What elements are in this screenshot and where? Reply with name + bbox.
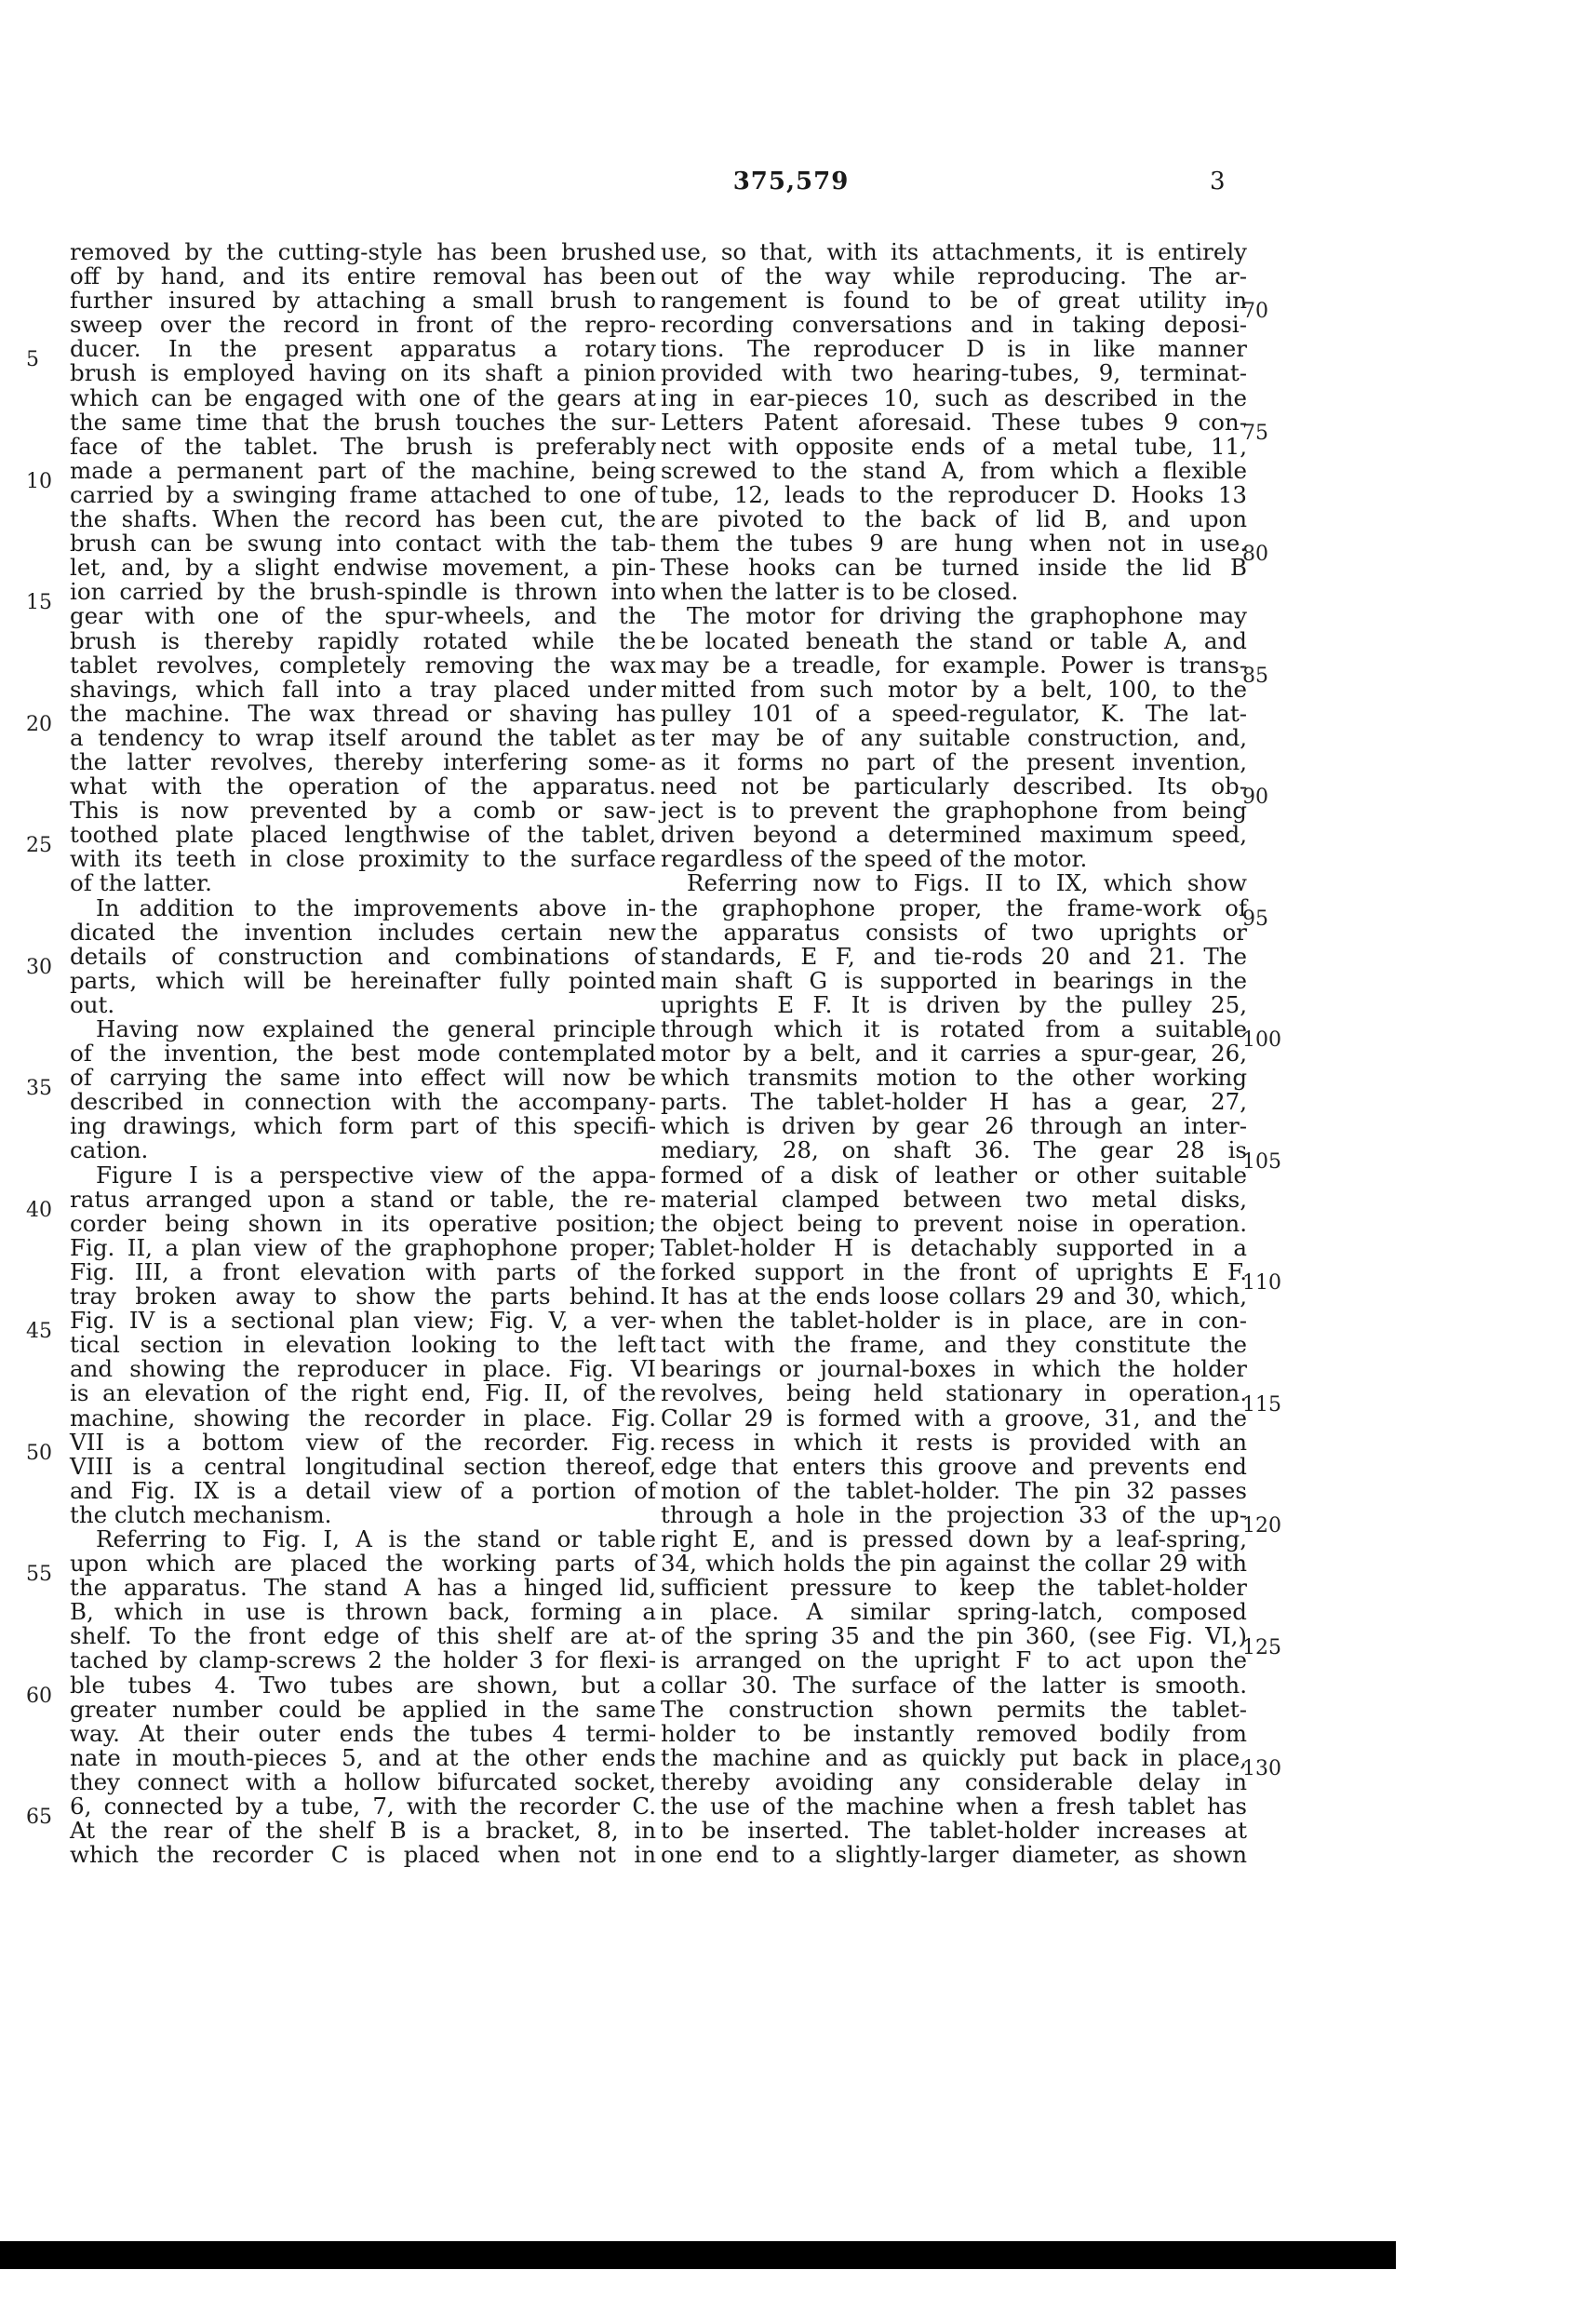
text-line: upon which are placed the working parts of: [70, 1550, 656, 1578]
line-number: 65: [26, 1806, 52, 1830]
text-line: which transmits motion to the other working: [661, 1064, 1247, 1092]
text-line: tube, 12, leads to the reproducer D. Hooks 13: [661, 480, 1247, 508]
text-line: material clamped between two metal disks,: [661, 1185, 1247, 1213]
text-line: of the latter.: [70, 869, 212, 897]
text-line: formed of a disk of leather or other suitable: [661, 1161, 1247, 1189]
line-number: 75: [1242, 421, 1268, 445]
right-column: [661, 240, 1247, 1867]
text-line: provided with two hearing-tubes, 9, terminat-: [661, 359, 1247, 387]
text-line: to be inserted. The tablet-holder increases at: [661, 1817, 1247, 1845]
line-number: 40: [26, 1198, 52, 1222]
text-line: with its teeth in close proximity to the surface: [70, 845, 656, 873]
text-line: nate in mouth-pieces 5, and at the other ends: [70, 1743, 656, 1771]
text-line: ter may be of any suitable construction, and,: [661, 723, 1247, 751]
text-line: recording conversations and in taking deposi-: [661, 311, 1247, 339]
text-line: edge that enters this groove and prevents end: [661, 1452, 1247, 1480]
text-line: bearings or journal-boxes in which the holder: [661, 1355, 1247, 1383]
text-line: be located beneath the stand or table A, and: [661, 626, 1247, 654]
text-line: shelf. To the front edge of this shelf are at-: [70, 1622, 656, 1650]
text-line: cation.: [70, 1136, 149, 1164]
line-number: 90: [1242, 786, 1268, 810]
text-line: regardless of the speed of the motor.: [661, 845, 1088, 873]
text-line: Referring to Fig. I, A is the stand or table: [96, 1525, 656, 1552]
text-line: which can be engaged with one of the gears at: [70, 383, 656, 411]
text-line: B, which in use is thrown back, forming a: [70, 1598, 656, 1626]
text-line: motion of the tablet-holder. The pin 32 passes: [661, 1476, 1247, 1504]
text-line: the apparatus consists of two uprights or: [661, 918, 1247, 946]
text-line: recess in which it rests is provided with an: [661, 1428, 1247, 1456]
text-line: Letters Patent aforesaid. These tubes 9 con-: [661, 408, 1247, 436]
text-line: the apparatus. The stand A has a hinged lid,: [70, 1574, 656, 1602]
line-number: 30: [26, 955, 52, 979]
text-line: sufficient pressure to keep the tablet-holder: [661, 1574, 1247, 1602]
text-line: nect with opposite ends of a metal tube, 11,: [661, 432, 1247, 460]
text-line: face of the tablet. The brush is preferably: [70, 432, 656, 460]
text-line: These hooks can be turned inside the lid B: [661, 554, 1247, 582]
text-line: thereby avoiding any considerable delay in: [661, 1767, 1247, 1795]
text-line: greater number could be applied in the same: [70, 1695, 656, 1723]
text-line: revolves, being held stationary in operation.: [661, 1379, 1247, 1407]
line-number: 125: [1242, 1635, 1281, 1659]
text-line: and showing the reproducer in place. Fig. VI: [70, 1355, 656, 1383]
text-line: pulley 101 of a speed-regulator, K. The lat-: [661, 699, 1247, 727]
text-line: collar 30. The surface of the latter is smooth.: [661, 1671, 1247, 1699]
text-line: Referring now to Figs. II to IX, which show: [687, 869, 1247, 897]
text-line: the same time that the brush touches the sur-: [70, 408, 656, 436]
text-line: the machine and as quickly put back in place,: [661, 1743, 1247, 1771]
text-line: of carrying the same into effect will now be: [70, 1064, 656, 1092]
text-line: the graphophone proper, the frame-work of: [661, 893, 1247, 921]
text-line: Collar 29 is formed with a groove, 31, and the: [661, 1404, 1247, 1431]
patent-number: 375,579: [732, 168, 850, 195]
text-line: tact with the frame, and they constitute the: [661, 1331, 1247, 1359]
line-number: 110: [1242, 1271, 1281, 1296]
text-line: ject is to prevent the graphophone from being: [661, 797, 1247, 825]
text-line: tablet revolves, completely removing the wax: [70, 651, 656, 678]
text-line: ducer. In the present apparatus a rotary: [70, 335, 656, 363]
text-line: brush can be swung into contact with the tab-: [70, 530, 656, 557]
text-line: 6, connected by a tube, 7, with the recorder C.: [70, 1793, 656, 1820]
line-number: 25: [26, 834, 52, 858]
text-line: them the tubes 9 are hung when not in use.: [661, 530, 1247, 557]
text-line: tached by clamp-screws 2 the holder 3 for flexi-: [70, 1646, 656, 1674]
text-line: Fig. III, a front elevation with parts of the: [70, 1257, 656, 1285]
text-line: The motor for driving the graphophone may: [687, 602, 1247, 630]
text-line: gear with one of the spur-wheels, and the: [70, 602, 656, 630]
text-line: out.: [70, 990, 115, 1018]
text-line: The construction shown permits the tablet-: [661, 1695, 1247, 1723]
line-number: 130: [1242, 1757, 1281, 1781]
line-number: 10: [26, 469, 52, 493]
text-line: At the rear of the shelf B is a bracket, 8, in: [70, 1817, 656, 1845]
text-line: details of construction and combinations of: [70, 942, 656, 970]
text-line: of the spring 35 and the pin 360, (see Fig. VI,): [661, 1622, 1247, 1650]
text-line: through a hole in the projection 33 of the up-: [661, 1500, 1247, 1528]
text-line: screwed to the stand A, from which a flexible: [661, 456, 1247, 484]
text-line: brush is employed having on its shaft a pinion: [70, 359, 656, 387]
text-line: are pivoted to the back of lid B, and upon: [661, 505, 1247, 533]
line-number: 115: [1242, 1392, 1281, 1417]
text-line: made a permanent part of the machine, being: [70, 456, 656, 484]
text-line: the clutch mechanism.: [70, 1500, 332, 1528]
line-number: 100: [1242, 1028, 1281, 1053]
text-line: uprights E F. It is driven by the pulley 25,: [661, 990, 1247, 1018]
text-line: they connect with a hollow bifurcated socket,: [70, 1767, 656, 1795]
line-number: 105: [1242, 1149, 1281, 1174]
text-line: described in connection with the accompany-: [70, 1088, 656, 1116]
text-line: Fig. IV is a sectional plan view; Fig. V, a ver-: [70, 1307, 656, 1335]
line-number: 5: [26, 348, 39, 372]
text-line: a tendency to wrap itself around the tablet as: [70, 723, 656, 751]
line-number: 45: [26, 1320, 52, 1344]
text-line: right E, and is pressed down by a leaf-spring,: [661, 1525, 1247, 1552]
text-line: motor by a belt, and it carries a spur-gear, 26,: [661, 1040, 1247, 1068]
line-number: 55: [26, 1563, 52, 1587]
text-line: VIII is a central longitudinal section thereof,: [70, 1452, 656, 1480]
text-line: of the invention, the best mode contemplated: [70, 1040, 656, 1068]
page-header: [0, 168, 1582, 205]
text-line: driven beyond a determined maximum speed,: [661, 821, 1247, 849]
text-line: which the recorder C is placed when not in: [70, 1841, 656, 1869]
text-line: in place. A similar spring-latch, composed: [661, 1598, 1247, 1626]
text-line: main shaft G is supported in bearings in the: [661, 966, 1247, 994]
text-line: This is now prevented by a comb or saw-: [70, 797, 656, 825]
text-line: tions. The reproducer D is in like manner: [661, 335, 1247, 363]
text-line: when the tablet-holder is in place, are in con-: [661, 1307, 1247, 1335]
text-line: through which it is rotated from a suitable: [661, 1015, 1247, 1042]
text-line: is an elevation of the right end, Fig. II, of the: [70, 1379, 656, 1407]
text-line: ratus arranged upon a stand or table, the re-: [70, 1185, 656, 1213]
text-line: brush is thereby rapidly rotated while the: [70, 626, 656, 654]
text-line: parts, which will be hereinafter fully pointed: [70, 966, 656, 994]
page-number: 3: [1210, 168, 1226, 195]
text-line: machine, showing the recorder in place. Fig.: [70, 1404, 656, 1431]
text-line: corder being shown in its operative position;: [70, 1209, 656, 1237]
text-line: sweep over the record in front of the repro-: [70, 311, 656, 339]
line-number: 120: [1242, 1514, 1281, 1538]
line-number: 35: [26, 1077, 52, 1101]
text-line: parts. The tablet-holder H has a gear, 27,: [661, 1088, 1247, 1116]
line-number: 15: [26, 591, 52, 615]
text-line: standards, E F, and tie-rods 20 and 21. The: [661, 942, 1247, 970]
text-line: off by hand, and its entire removal has been: [70, 262, 656, 290]
text-line: Fig. II, a plan view of the graphophone proper;: [70, 1233, 656, 1261]
text-line: what with the operation of the apparatus.: [70, 772, 656, 800]
text-line: toothed plate placed lengthwise of the tablet,: [70, 821, 656, 849]
text-line: Tablet-holder H is detachably supported in a: [661, 1233, 1247, 1261]
text-line: tical section in elevation looking to the left: [70, 1331, 656, 1359]
text-line: mediary, 28, on shaft 36. The gear 28 is: [661, 1136, 1247, 1164]
text-line: use, so that, with its attachments, it is entirely: [661, 238, 1247, 265]
text-line: when the latter is to be closed.: [661, 578, 1019, 606]
text-line: mitted from such motor by a belt, 100, to the: [661, 675, 1247, 703]
text-line: 34, which holds the pin against the collar 29 with: [661, 1550, 1247, 1578]
text-line: holder to be instantly removed bodily from: [661, 1719, 1247, 1747]
text-line: carried by a swinging frame attached to one of: [70, 480, 656, 508]
text-line: ion carried by the brush-spindle is thrown into: [70, 578, 656, 606]
line-number: 95: [1242, 907, 1268, 931]
text-line: the machine. The wax thread or shaving has: [70, 699, 656, 727]
text-line: VII is a bottom view of the recorder. Fig.: [70, 1428, 656, 1456]
text-line: the object being to prevent noise in operation.: [661, 1209, 1247, 1237]
text-line: shavings, which fall into a tray placed under: [70, 675, 656, 703]
text-line: need not be particularly described. Its ob-: [661, 772, 1247, 800]
text-line: Figure I is a perspective view of the appa-: [96, 1161, 656, 1189]
text-line: one end to a slightly-larger diameter, as shown: [661, 1841, 1247, 1869]
line-number: 80: [1242, 543, 1268, 567]
text-line: the latter revolves, thereby interfering some-: [70, 747, 656, 775]
text-line: dicated the invention includes certain new: [70, 918, 656, 946]
line-number: 60: [26, 1684, 52, 1708]
text-line: rangement is found to be of great utility in: [661, 287, 1247, 315]
text-line: is arranged on the upright F to act upon the: [661, 1646, 1247, 1674]
text-line: may be a treadle, for example. Power is trans-: [661, 651, 1247, 678]
text-line: which is driven by gear 26 through an inter-: [661, 1112, 1247, 1140]
line-number: 70: [1242, 300, 1268, 324]
left-column: [70, 240, 656, 1867]
text-line: Having now explained the general principle: [96, 1015, 656, 1042]
text-line: let, and, by a slight endwise movement, a pin-: [70, 554, 656, 582]
text-line: tray broken away to show the parts behind.: [70, 1283, 656, 1310]
text-line: the use of the machine when a fresh tablet has: [661, 1793, 1247, 1820]
line-number: 85: [1242, 664, 1268, 688]
text-line: further insured by attaching a small brush to: [70, 287, 656, 315]
text-line: It has at the ends loose collars 29 and 30, which,: [661, 1283, 1247, 1310]
line-number: 20: [26, 712, 52, 736]
text-line: forked support in the front of uprights E F.: [661, 1257, 1247, 1285]
scan-bottom-bar: [0, 2241, 1396, 2269]
text-line: removed by the cutting-style has been brushed: [70, 238, 656, 265]
text-line: as it forms no part of the present invention,: [661, 747, 1247, 775]
text-line: ing in ear-pieces 10, such as described in the: [661, 383, 1247, 411]
text-line: out of the way while reproducing. The ar-: [661, 262, 1247, 290]
text-line: way. At their outer ends the tubes 4 termi-: [70, 1719, 656, 1747]
text-line: the shafts. When the record has been cut, the: [70, 505, 656, 533]
text-line: ble tubes 4. Two tubes are shown, but a: [70, 1671, 656, 1699]
text-line: ing drawings, which form part of this specifi-: [70, 1112, 656, 1140]
text-line: and Fig. IX is a detail view of a portion of: [70, 1476, 656, 1504]
text-line: In addition to the improvements above in-: [96, 893, 656, 921]
line-number: 50: [26, 1441, 52, 1465]
